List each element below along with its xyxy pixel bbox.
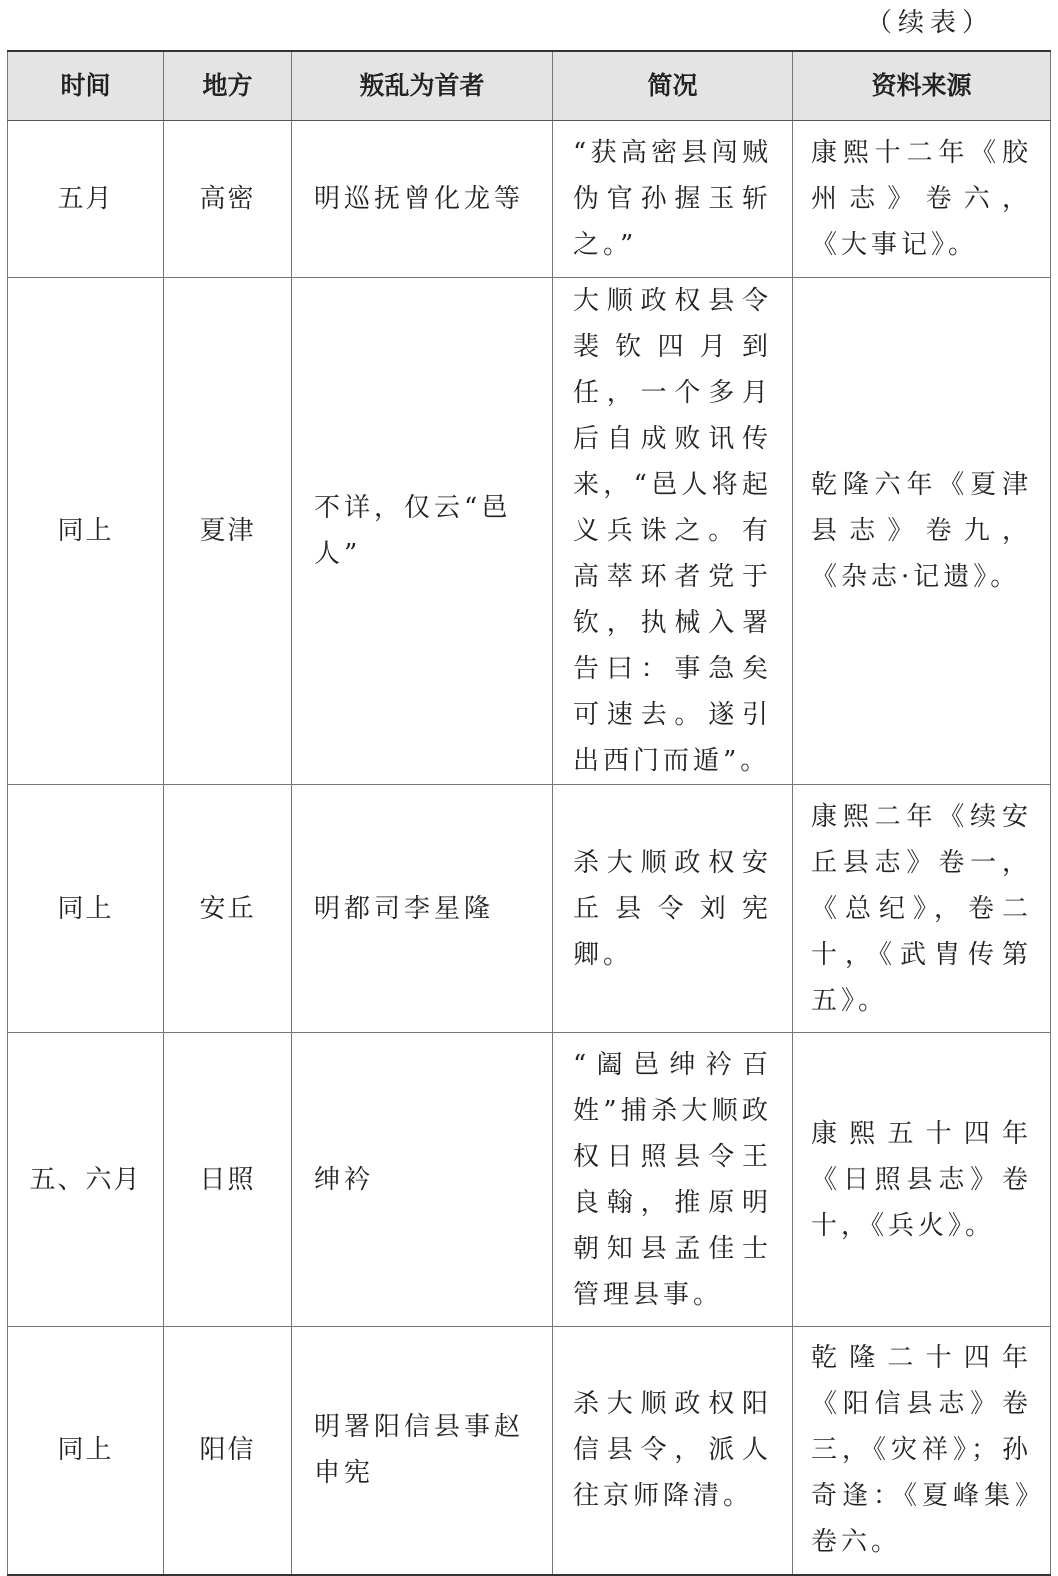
cell-place: 阳信 — [164, 1327, 292, 1575]
summary-text: “阖邑绅衿百姓”捕杀大顺政权日照县令王良翰，推原明朝知县孟佳士管理县事。 — [573, 1049, 772, 1310]
cell-source — [793, 121, 1051, 278]
table-row — [8, 1327, 1051, 1575]
source-text: 乾隆六年《夏津县志》卷九，《杂志·记遗》。 — [811, 470, 1032, 592]
source-text: 康熙二年《续安丘县志》卷一，《总纪》，卷二十，《武胄传第五》。 — [811, 801, 1032, 1016]
summary-text: 杀大顺政权阳信县令，派人往京师降清。 — [573, 1389, 772, 1512]
summary-text: 大顺政权县令裴钦四月到任，一个多月后自成败讯传来，“邑人将起义兵诛之。有高萃环者党于钦，执械入署告曰：事急矣可速去。遂引出西门而遁”。 — [573, 286, 772, 776]
table-row — [8, 785, 1051, 1033]
cell-summary — [553, 278, 793, 785]
cell-place: 日照 — [164, 1033, 292, 1327]
header-place: 地方 — [164, 51, 292, 121]
leader-text: 明巡抚曾化龙等 — [314, 184, 525, 214]
cell-leader — [292, 1033, 553, 1327]
cell-summary — [553, 1327, 793, 1575]
cell-source — [793, 1327, 1051, 1575]
uprising-record-table — [7, 50, 1051, 1576]
header-time: 时间 — [8, 51, 164, 121]
leader-text: 明署阳信县事赵申宪 — [314, 1412, 525, 1489]
table-row — [8, 121, 1051, 278]
cell-leader — [292, 1327, 553, 1575]
cell-place: 夏津 — [164, 278, 292, 785]
header-source: 资料来源 — [793, 51, 1051, 121]
cell-time: 五、六月 — [8, 1033, 164, 1327]
cell-time: 五月 — [8, 121, 164, 278]
cell-time: 同上 — [8, 278, 164, 785]
summary-text: 杀大顺政权安丘县令刘宪卿。 — [573, 847, 772, 970]
cell-source — [793, 785, 1051, 1033]
cell-time: 同上 — [8, 1327, 164, 1575]
cell-leader — [292, 785, 553, 1033]
source-text: 康熙五十四年《日照县志》卷十，《兵火》。 — [811, 1118, 1032, 1241]
table-row — [8, 1033, 1051, 1327]
cell-summary — [553, 785, 793, 1033]
source-text: 乾隆二十四年《阳信县志》卷三，《灾祥》；孙奇逢：《夏峰集》卷六。 — [811, 1343, 1032, 1558]
header-leader: 叛乱为首者 — [292, 51, 553, 121]
cell-summary — [553, 121, 793, 278]
header-summary: 简况 — [553, 51, 793, 121]
cell-leader — [292, 278, 553, 785]
table-row — [8, 278, 1051, 785]
cell-source — [793, 278, 1051, 785]
source-text: 康熙十二年《胶州志》卷六，《大事记》。 — [811, 138, 1032, 260]
cell-place: 安丘 — [164, 785, 292, 1033]
table-header-row — [8, 51, 1051, 121]
leader-text: 绅衿 — [314, 1164, 375, 1195]
cell-summary — [553, 1033, 793, 1327]
continued-table-label: （续表） — [866, 8, 995, 38]
cell-leader — [292, 121, 553, 278]
cell-time: 同上 — [8, 785, 164, 1033]
leader-text: 明都司李星隆 — [314, 893, 495, 924]
cell-source — [793, 1033, 1051, 1327]
leader-text: 不详，仅云“邑人” — [314, 493, 512, 569]
cell-place: 高密 — [164, 121, 292, 278]
summary-text: “获高密县闯贼伪官孙握玉斩之。” — [573, 138, 772, 260]
